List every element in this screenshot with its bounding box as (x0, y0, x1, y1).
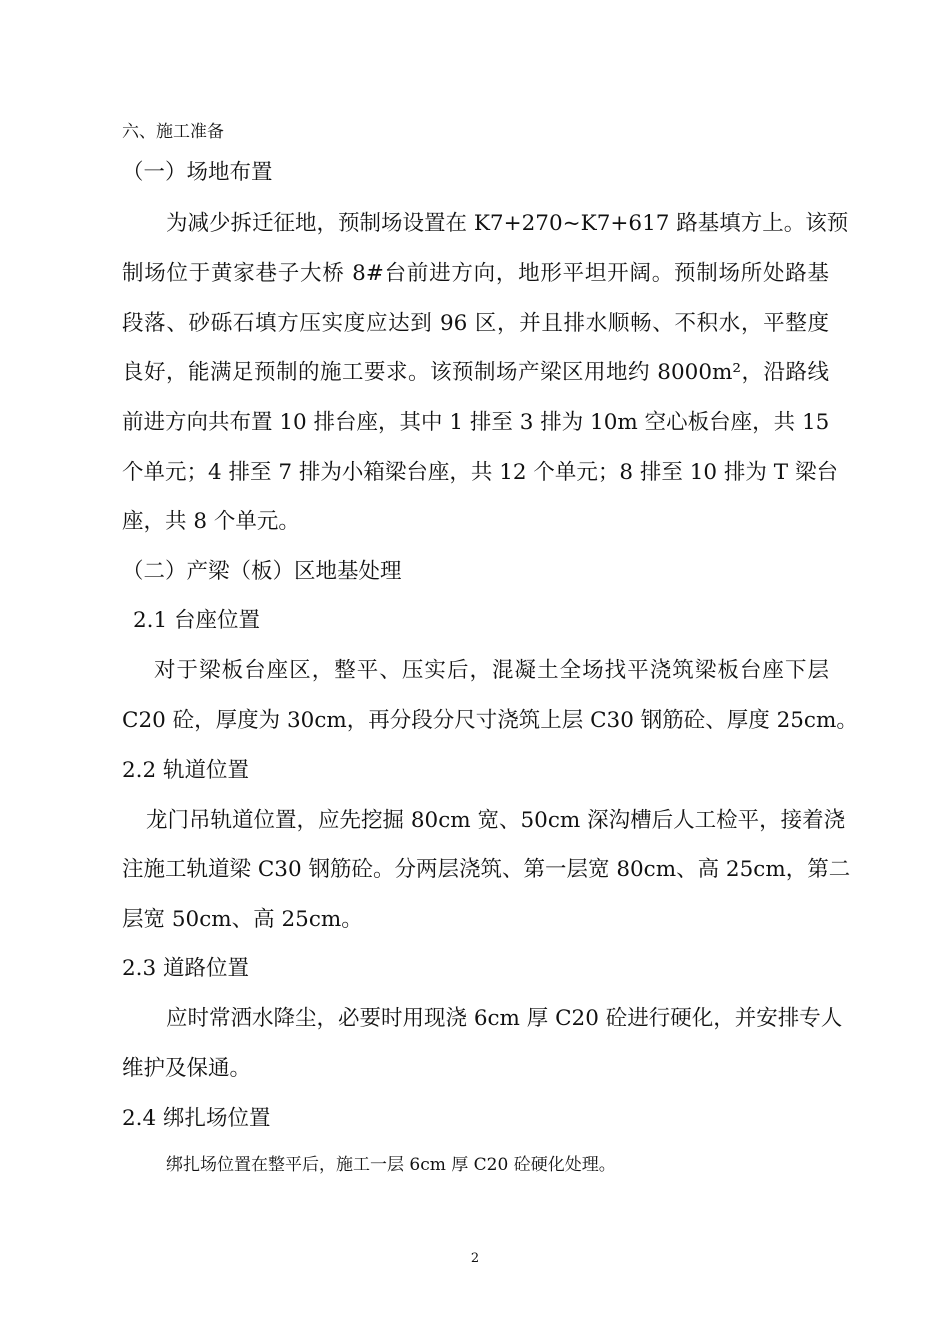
part1-heading: （一）场地布置 (122, 160, 273, 185)
paragraph-line: 前进方向共布置 10 排台座，其中 1 排至 3 排为 10m 空心板台座，共 15 (122, 410, 830, 435)
section-title: 六、施工准备 (122, 122, 224, 142)
subsection-heading: 2.1 台座位置 (133, 608, 261, 633)
paragraph-line: 为减少拆迁征地，预制场设置在 K7+270~K7+617 路基填方上。该预 (166, 211, 849, 236)
paragraph-line: 应时常洒水降尘，必要时用现浇 6cm 厚 C20 砼进行硬化，并安排专人 (166, 1006, 843, 1031)
paragraph-line: 龙门吊轨道位置，应先挖掘 80cm 宽、50cm 深沟槽后人工检平，接着浇 (146, 808, 846, 833)
subsection-heading: 2.4 绑扎场位置 (122, 1106, 271, 1131)
paragraph-line: C20 砼，厚度为 30cm，再分段分尺寸浇筑上层 C30 钢筋砼、厚度 25cm。 (122, 708, 858, 733)
paragraph-line: 层宽 50cm、高 25cm。 (122, 907, 363, 932)
subsection-heading: 2.2 轨道位置 (122, 758, 250, 783)
part2-heading: （二）产梁（板）区地基处理 (122, 559, 402, 584)
paragraph-line: 良好，能满足预制的施工要求。该预制场产梁区用地约 8000m²，沿路线 (122, 360, 829, 385)
paragraph-line: 对于梁板台座区，整平、压实后，混凝土全场找平浇筑梁板台座下层 (154, 658, 829, 683)
paragraph-line: 维护及保通。 (122, 1056, 252, 1081)
paragraph-line: 段落、砂砾石填方压实度应达到 96 区，并且排水顺畅、不积水，平整度 (122, 311, 829, 336)
subsection-heading: 2.3 道路位置 (122, 956, 250, 981)
paragraph-line: 座，共 8 个单元。 (122, 509, 300, 534)
paragraph-line: 制场位于黄家巷子大桥 8#台前进方向，地形平坦开阔。预制场所处路基 (122, 261, 829, 286)
page-number: 2 (470, 1251, 480, 1266)
paragraph-line: 注施工轨道梁 C30 钢筋砼。分两层浇筑、第一层宽 80cm、高 25cm，第二 (122, 857, 851, 882)
paragraph-line: 个单元；4 排至 7 排为小箱梁台座，共 12 个单元；8 排至 10 排为 T 梁台 (122, 460, 838, 485)
paragraph-line: 绑扎场位置在整平后，施工一层 6cm 厚 C20 砼硬化处理。 (166, 1155, 616, 1175)
